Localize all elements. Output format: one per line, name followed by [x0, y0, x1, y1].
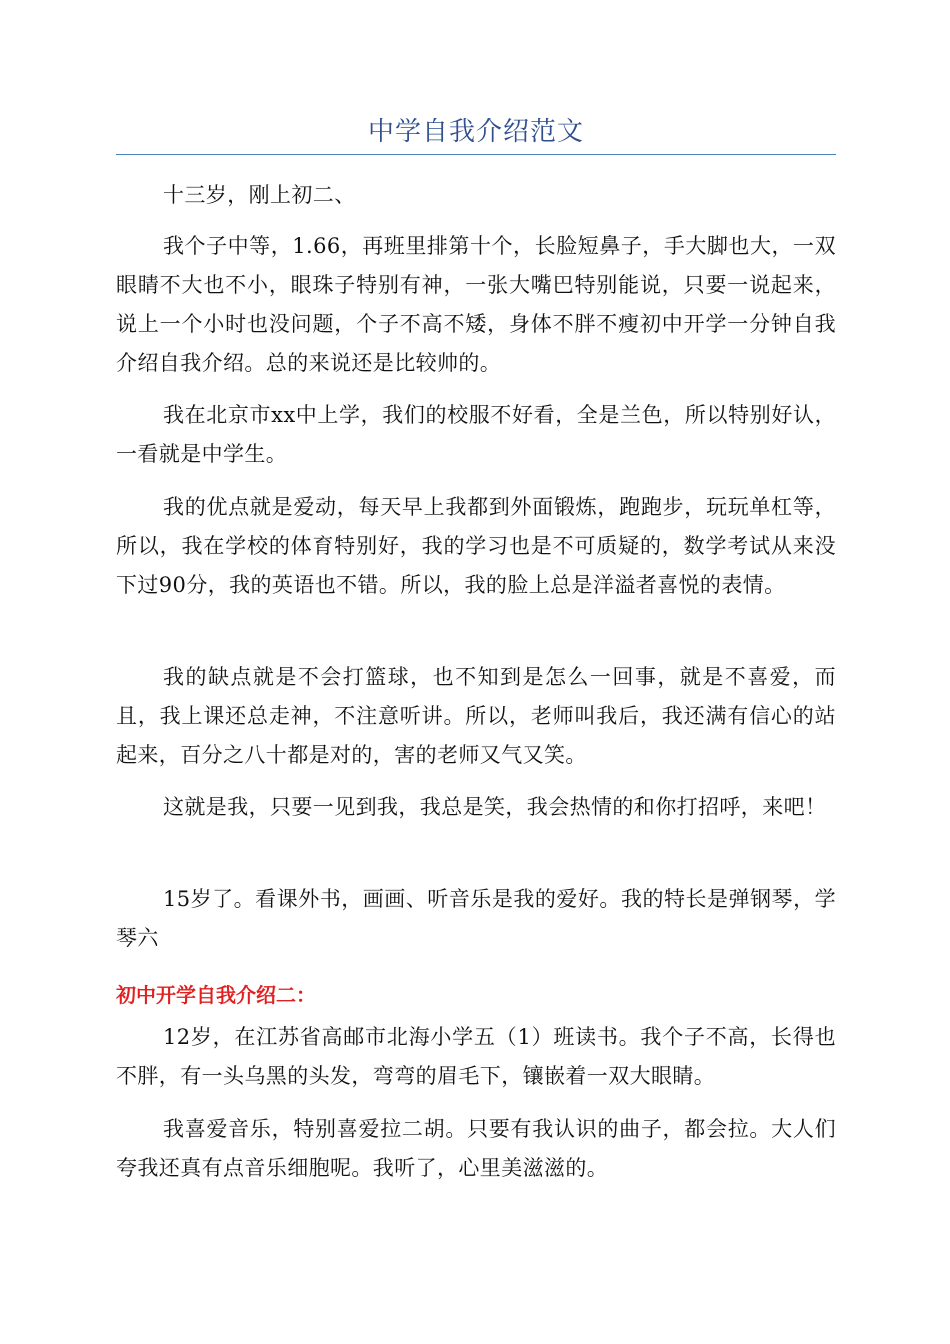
section-heading: 初中开学自我介绍二：: [116, 983, 316, 1007]
paragraph-2: 我个子中等，1.66，再班里排第十个，长脸短鼻子，手大脚也大，一双眼睛不大也不小，眼珠子特别有神，一张大嘴巴特别能说，只要一说起来，说上一个小时也没问题，个子不高不矮，身体不胖不瘦初中开学一分钟自我介绍自我介绍。总的来说还是比较帅的。: [116, 234, 836, 375]
document-title: 中学自我介绍范文: [367, 117, 584, 147]
paragraph-6: 这就是我，只要一见到我，我总是笑，我会热情的和你打招呼，来吧！: [163, 795, 827, 819]
section2-paragraph-2: 我喜爱音乐，特别喜爱拉二胡。只要有我认识的曲子，都会拉。大人们夸我还真有点音乐细胞呢。我听了，心里美滋滋的。: [116, 1117, 836, 1180]
title-underline: [116, 154, 836, 155]
paragraph-7: 15岁了。看课外书，画画、听音乐是我的爱好。我的特长是弹钢琴，学琴六: [116, 887, 836, 950]
paragraph-4: 我的优点就是爱动，每天早上我都到外面锻炼，跑跑步，玩玩单杠等，所以，我在学校的体育特别好，我的学习也是不可质疑的，数学考试从来没下过90分，我的英语也不错。所以，我的脸上总是洋溢者喜悦的表情。: [116, 495, 836, 597]
paragraph-3: 我在北京市xx中上学，我们的校服不好看，全是兰色，所以特别好认，一看就是中学生。: [116, 403, 836, 466]
section2-paragraph-1: 12岁，在江苏省高邮市北海小学五（1）班读书。我个子不高，长得也不胖，有一头乌黑的头发，弯弯的眉毛下，镶嵌着一双大眼睛。: [116, 1025, 836, 1088]
paragraph-1: 十三岁，刚上初二、: [163, 183, 356, 207]
paragraph-5: 我的缺点就是不会打篮球，也不知到是怎么一回事，就是不喜爱，而且，我上课还总走神，不注意听讲。所以，老师叫我后，我还满有信心的站起来，百分之八十都是对的，害的老师又气又笑。: [116, 665, 836, 767]
